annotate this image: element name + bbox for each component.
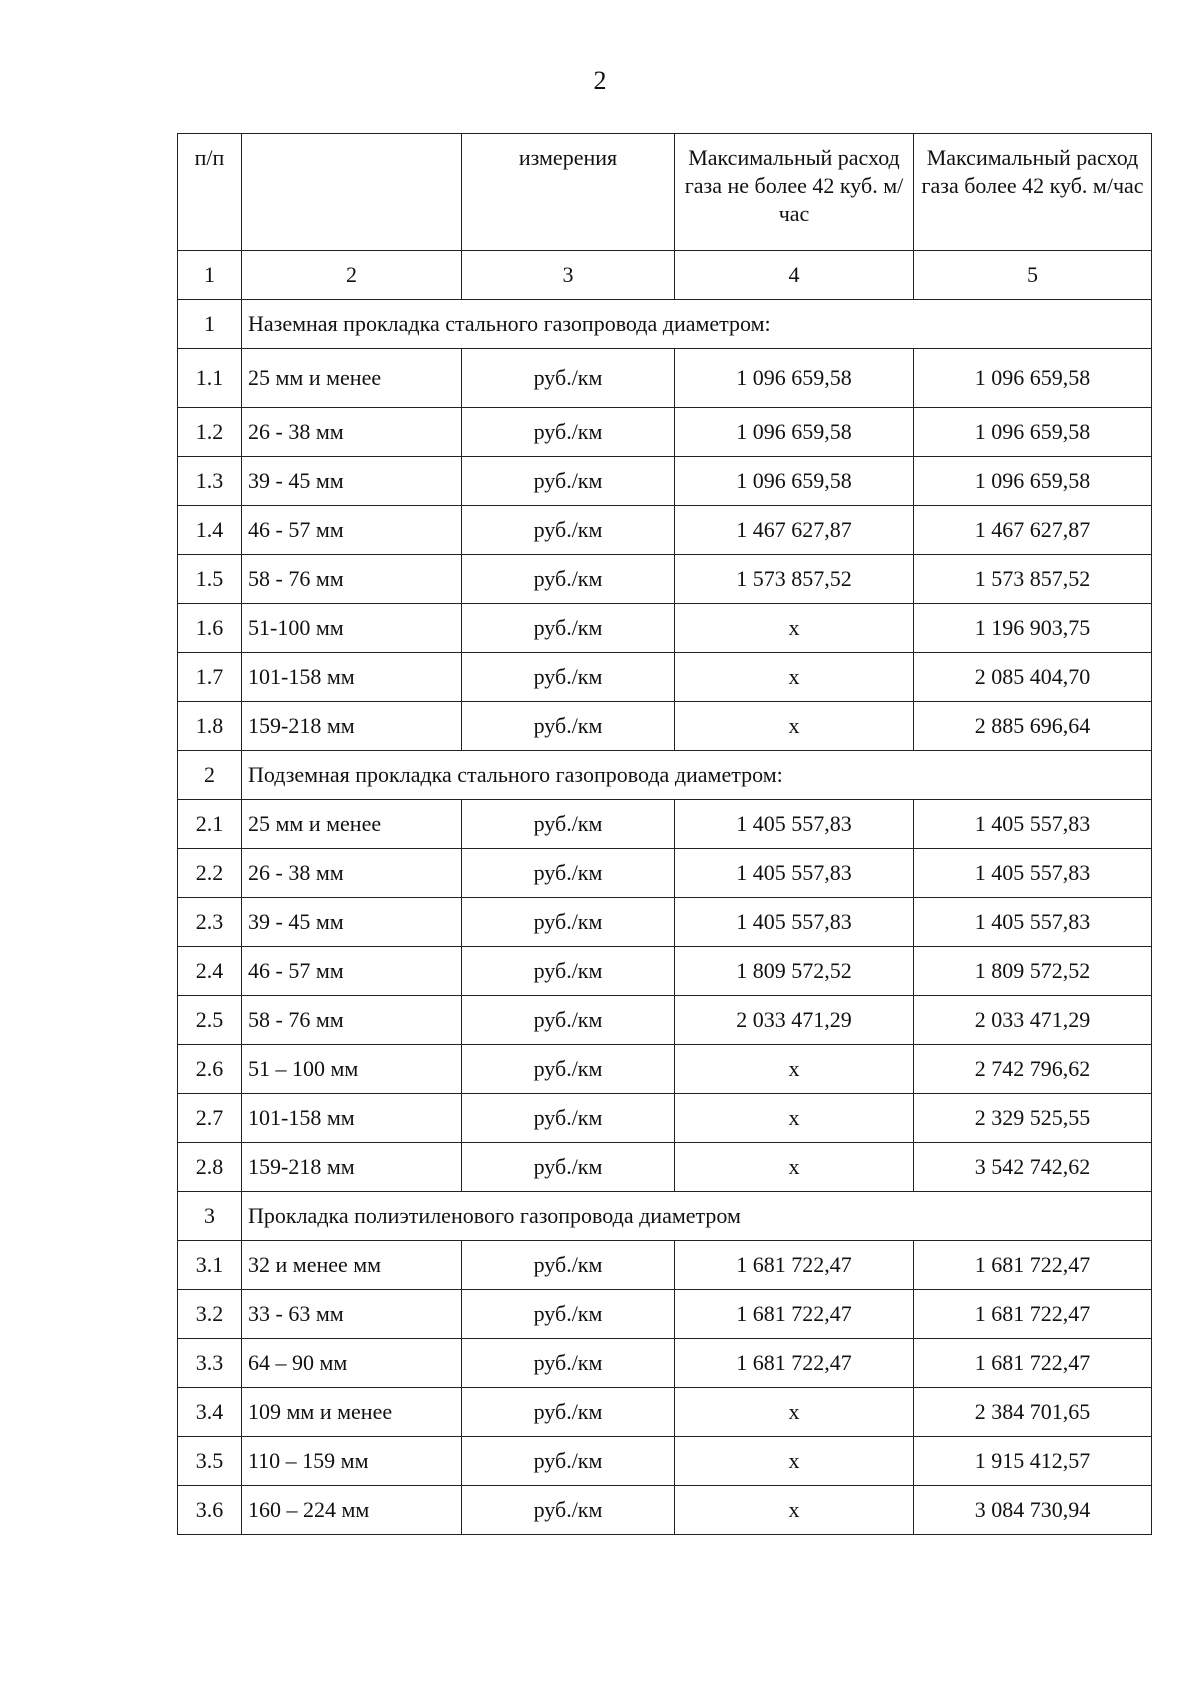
- row-unit: руб./км: [462, 1143, 675, 1192]
- table-row: [178, 506, 1152, 555]
- table-row: [178, 349, 1152, 408]
- header-row: [178, 134, 1152, 251]
- row-number: 1.3: [178, 457, 242, 506]
- row-unit: руб./км: [462, 506, 675, 555]
- row-number: 2.6: [178, 1045, 242, 1094]
- row-diameter: 26 - 38 мм: [242, 408, 462, 457]
- row-rate-up-to-42: 1 467 627,87: [675, 506, 914, 555]
- row-diameter: 159-218 мм: [242, 702, 462, 751]
- row-rate-up-to-42: х: [675, 1045, 914, 1094]
- row-number: 1.5: [178, 555, 242, 604]
- row-rate-over-42: 2 384 701,65: [914, 1388, 1152, 1437]
- row-unit: руб./км: [462, 604, 675, 653]
- row-unit: руб./км: [462, 849, 675, 898]
- row-diameter: 51 – 100 мм: [242, 1045, 462, 1094]
- row-number: 2.7: [178, 1094, 242, 1143]
- row-rate-over-42: 1 096 659,58: [914, 408, 1152, 457]
- row-rate-over-42: 1 681 722,47: [914, 1339, 1152, 1388]
- row-rate-over-42: 2 329 525,55: [914, 1094, 1152, 1143]
- table-row: [178, 1339, 1152, 1388]
- section-number: 2: [178, 751, 242, 800]
- section-row: [178, 751, 1152, 800]
- row-rate-up-to-42: 1 405 557,83: [675, 898, 914, 947]
- table-row: [178, 457, 1152, 506]
- row-unit: руб./км: [462, 1241, 675, 1290]
- row-number: 1.8: [178, 702, 242, 751]
- row-rate-up-to-42: 1 405 557,83: [675, 849, 914, 898]
- header-cell-rate-over-42: Максимальный расход газа более 42 куб. м/час: [914, 134, 1152, 251]
- section-title: Подземная прокладка стального газопровода диаметром:: [242, 751, 1152, 800]
- row-rate-up-to-42: 1 096 659,58: [675, 408, 914, 457]
- table-row: [178, 800, 1152, 849]
- column-index-cell: 5: [914, 251, 1152, 300]
- row-rate-up-to-42: 1 405 557,83: [675, 800, 914, 849]
- row-diameter: 26 - 38 мм: [242, 849, 462, 898]
- row-diameter: 160 – 224 мм: [242, 1486, 462, 1535]
- row-unit: руб./км: [462, 457, 675, 506]
- column-index-cell: 3: [462, 251, 675, 300]
- row-rate-over-42: 1 096 659,58: [914, 457, 1152, 506]
- row-diameter: 101-158 мм: [242, 653, 462, 702]
- table-row: [178, 408, 1152, 457]
- row-rate-over-42: 1 405 557,83: [914, 800, 1152, 849]
- row-diameter: 64 – 90 мм: [242, 1339, 462, 1388]
- row-unit: руб./км: [462, 898, 675, 947]
- row-rate-over-42: 1 405 557,83: [914, 898, 1152, 947]
- row-rate-over-42: 2 885 696,64: [914, 702, 1152, 751]
- row-rate-up-to-42: 1 681 722,47: [675, 1241, 914, 1290]
- row-number: 3.1: [178, 1241, 242, 1290]
- table-row: [178, 849, 1152, 898]
- row-rate-up-to-42: 2 033 471,29: [675, 996, 914, 1045]
- row-rate-up-to-42: 1 096 659,58: [675, 349, 914, 408]
- row-number: 1.7: [178, 653, 242, 702]
- tariff-table: [177, 133, 1152, 1535]
- row-number: 2.1: [178, 800, 242, 849]
- row-rate-up-to-42: х: [675, 1486, 914, 1535]
- row-diameter: 159-218 мм: [242, 1143, 462, 1192]
- table-row: [178, 604, 1152, 653]
- column-index-cell: 2: [242, 251, 462, 300]
- row-unit: руб./км: [462, 1290, 675, 1339]
- row-unit: руб./км: [462, 349, 675, 408]
- section-number: 1: [178, 300, 242, 349]
- row-rate-up-to-42: х: [675, 702, 914, 751]
- section-row: [178, 300, 1152, 349]
- row-unit: руб./км: [462, 1388, 675, 1437]
- table-row: [178, 1290, 1152, 1339]
- row-rate-over-42: 1 196 903,75: [914, 604, 1152, 653]
- row-number: 2.2: [178, 849, 242, 898]
- row-rate-up-to-42: х: [675, 1143, 914, 1192]
- section-row: [178, 1192, 1152, 1241]
- row-unit: руб./км: [462, 800, 675, 849]
- row-rate-over-42: 1 405 557,83: [914, 849, 1152, 898]
- table-row: [178, 1045, 1152, 1094]
- row-unit: руб./км: [462, 947, 675, 996]
- table-row: [178, 653, 1152, 702]
- table-row: [178, 1094, 1152, 1143]
- row-rate-over-42: 2 033 471,29: [914, 996, 1152, 1045]
- table-row: [178, 702, 1152, 751]
- table-row: [178, 947, 1152, 996]
- row-number: 3.3: [178, 1339, 242, 1388]
- table-row: [178, 1388, 1152, 1437]
- row-unit: руб./км: [462, 1437, 675, 1486]
- row-rate-over-42: 3 542 742,62: [914, 1143, 1152, 1192]
- row-rate-up-to-42: х: [675, 1437, 914, 1486]
- page-number: 2: [593, 66, 607, 95]
- row-diameter: 58 - 76 мм: [242, 996, 462, 1045]
- row-number: 2.5: [178, 996, 242, 1045]
- section-title: Наземная прокладка стального газопровода диаметром:: [242, 300, 1152, 349]
- row-diameter: 46 - 57 мм: [242, 506, 462, 555]
- row-rate-over-42: 1 681 722,47: [914, 1241, 1152, 1290]
- row-number: 2.3: [178, 898, 242, 947]
- section-title: Прокладка полиэтиленового газопровода диаметром: [242, 1192, 1152, 1241]
- row-unit: руб./км: [462, 653, 675, 702]
- row-rate-up-to-42: 1 809 572,52: [675, 947, 914, 996]
- row-unit: руб./км: [462, 1094, 675, 1143]
- row-diameter: 109 мм и менее: [242, 1388, 462, 1437]
- row-diameter: 101-158 мм: [242, 1094, 462, 1143]
- row-rate-up-to-42: 1 573 857,52: [675, 555, 914, 604]
- row-diameter: 33 - 63 мм: [242, 1290, 462, 1339]
- row-rate-over-42: 1 681 722,47: [914, 1290, 1152, 1339]
- row-unit: руб./км: [462, 1486, 675, 1535]
- row-unit: руб./км: [462, 996, 675, 1045]
- row-number: 1.1: [178, 349, 242, 408]
- row-diameter: 39 - 45 мм: [242, 898, 462, 947]
- row-diameter: 32 и менее мм: [242, 1241, 462, 1290]
- row-rate-over-42: 2 085 404,70: [914, 653, 1152, 702]
- row-rate-over-42: 2 742 796,62: [914, 1045, 1152, 1094]
- row-diameter: 25 мм и менее: [242, 349, 462, 408]
- row-number: 1.6: [178, 604, 242, 653]
- table-row: [178, 1241, 1152, 1290]
- table-row: [178, 1143, 1152, 1192]
- row-unit: руб./км: [462, 555, 675, 604]
- row-rate-up-to-42: х: [675, 1094, 914, 1143]
- section-number: 3: [178, 1192, 242, 1241]
- row-number: 3.4: [178, 1388, 242, 1437]
- row-rate-over-42: 3 084 730,94: [914, 1486, 1152, 1535]
- header-cell-name: [242, 134, 462, 251]
- row-rate-over-42: 1 096 659,58: [914, 349, 1152, 408]
- table-row: [178, 996, 1152, 1045]
- column-index-cell: 4: [675, 251, 914, 300]
- row-rate-up-to-42: 1 681 722,47: [675, 1339, 914, 1388]
- column-index-row: [178, 251, 1152, 300]
- row-rate-up-to-42: х: [675, 604, 914, 653]
- row-rate-up-to-42: х: [675, 1388, 914, 1437]
- row-number: 2.8: [178, 1143, 242, 1192]
- row-number: 1.4: [178, 506, 242, 555]
- row-unit: руб./км: [462, 408, 675, 457]
- table-row: [178, 898, 1152, 947]
- row-number: 3.6: [178, 1486, 242, 1535]
- column-index-cell: 1: [178, 251, 242, 300]
- header-cell-unit: измерения: [462, 134, 675, 251]
- row-rate-over-42: 1 573 857,52: [914, 555, 1152, 604]
- header-cell-number: п/п: [178, 134, 242, 251]
- row-number: 2.4: [178, 947, 242, 996]
- row-diameter: 51-100 мм: [242, 604, 462, 653]
- table-row: [178, 555, 1152, 604]
- row-rate-up-to-42: х: [675, 653, 914, 702]
- row-number: 3.5: [178, 1437, 242, 1486]
- table-row: [178, 1437, 1152, 1486]
- row-unit: руб./км: [462, 1045, 675, 1094]
- row-diameter: 46 - 57 мм: [242, 947, 462, 996]
- row-diameter: 25 мм и менее: [242, 800, 462, 849]
- table-row: [178, 1486, 1152, 1535]
- row-number: 3.2: [178, 1290, 242, 1339]
- row-unit: руб./км: [462, 702, 675, 751]
- row-rate-over-42: 1 467 627,87: [914, 506, 1152, 555]
- row-rate-over-42: 1 915 412,57: [914, 1437, 1152, 1486]
- header-cell-rate-up-to-42: Максимальный расход газа не более 42 куб. м/час: [675, 134, 914, 251]
- tariff-table-body: [178, 134, 1152, 1535]
- row-diameter: 58 - 76 мм: [242, 555, 462, 604]
- row-unit: руб./км: [462, 1339, 675, 1388]
- row-diameter: 110 – 159 мм: [242, 1437, 462, 1486]
- row-number: 1.2: [178, 408, 242, 457]
- row-rate-over-42: 1 809 572,52: [914, 947, 1152, 996]
- row-rate-up-to-42: 1 681 722,47: [675, 1290, 914, 1339]
- row-diameter: 39 - 45 мм: [242, 457, 462, 506]
- row-rate-up-to-42: 1 096 659,58: [675, 457, 914, 506]
